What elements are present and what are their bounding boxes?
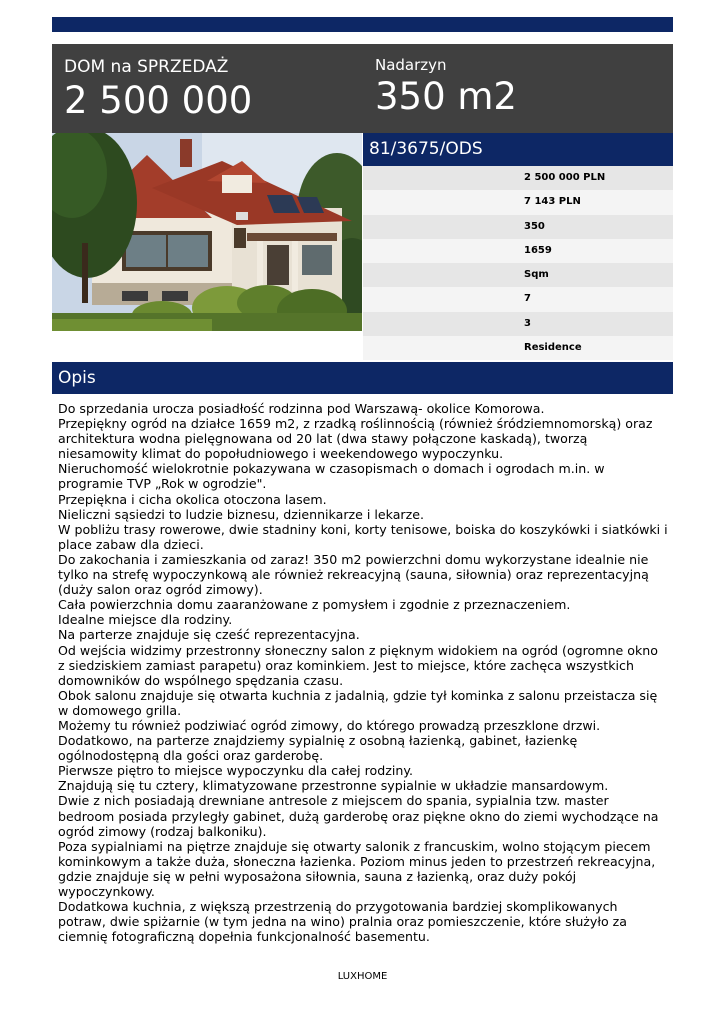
description-heading: Opis [52,362,673,394]
description-paragraph: Przepiękny ogród na działce 1659 m2, z rzadką roślinnością (również śródziemnomorską) oraz architektura wodna pielęgnowana od 20 lat (dwa stawy połączone kaskadą), tworzą niesamowity klimat do popołudniowego i weekendowego wypoczynku. [58,416,653,462]
description-paragraph: Dodatkowo, na parterze znajdziemy sypialnię z osobną łazienką, gabinet, łazienkę ogólnodostępną dla gości oraz garderobę. [58,733,578,764]
header-right [375,56,517,118]
top-accent-bar [52,17,673,32]
description-paragraph: Poza sypialniami na piętrze znajduje się otwarty salonik z francuskim, wolno stojącym piecem kominkowym a także duża, słoneczna łazienka. Poziom minus jeden to przestrzeń rekreacyjna, gdzie znajduje się w pełni wyposażona siłownia, sauna z łazienką, oraz duży pokój wypoczynkowy. [58,838,656,899]
detail-rooms: 7 [363,287,673,311]
details-table [363,166,673,360]
description-paragraph: Pierwsze piętro to miejsce wypoczynku dla całej rodziny. [58,763,413,779]
detail-living-area: 350 [363,215,673,239]
description-paragraph: Nieliczni sąsiedzi to ludzie biznesu, dziennikarze i lekarze. [58,506,424,522]
detail-unit: Sqm [363,263,673,287]
listing-city: Nadarzyn [375,56,447,74]
listing-area: 350 m2 [375,75,517,118]
description-paragraph: Znajdują się tu cztery, klimatyzowane przestronne sypialnie w układzie mansardowym. [58,778,609,794]
detail-bathrooms: 3 [363,312,673,336]
listing-price: 2 500 000 [64,79,253,122]
description-text [58,401,668,944]
description-paragraph: Możemy tu również podziwiać ogród zimowy, do którego prowadzą przeszklone drzwi. [58,717,601,733]
description-paragraph: Na parterze znajduje się cześć reprezentacyjna. [58,627,360,643]
description-paragraph: Dwie z nich posiadają drewniane antresole z miejscem do spania, sypialnia tzw. master bedroom posiada przyległy gabinet, dużą garderobę oraz piękne okno do ziemi wychodzące na ogród zimowy (rodzaj balkoniku). [58,793,659,839]
detail-price-per-sqm: 7 143 PLN [363,190,673,214]
description-paragraph: W pobliżu trasy rowerowe, dwie stadniny koni, korty tenisowe, boiska do koszykówki i siatkówki i place zabaw dla dzieci. [58,521,668,552]
description-paragraph: Do zakochania i zamieszkania od zaraz! 350 m2 powierzchni domu wykorzystane idealnie nie tylko na strefę wypoczynkową ale również rekreacyjną (sauna, siłownia) oraz reprezentacyjną (duży salon oraz ogród zimowy). [58,551,649,598]
description-paragraph: Nieruchomość wielokrotnie pokazywana w czasopismach o domach i ogrodach m.in. w programie TVP „Rok w ogrodzie". [58,461,605,492]
detail-price: 2 500 000 PLN [363,166,673,190]
description-paragraph: Idealne miejsce dla rodziny. [58,612,233,628]
detail-plot-area: 1659 [363,239,673,263]
description-paragraph: Cała powierzchnia domu zaaranżowane z pomysłem i zgodnie z przeznaczeniem. [58,597,571,613]
listing-header [52,44,673,133]
description-paragraph: Od wejścia widzimy przestronny słoneczny salon z pięknym widokiem na ogród (ogromne okno z siedziskiem zamiast parapetu) oraz kominkiem. Jest to miejsce, które zachęca wszystkich domowników do wspólnego spędzania czasu. [58,642,658,688]
detail-property-type: Residence [363,336,673,360]
header-left [64,56,252,122]
description-paragraph: Przepiękna i cicha okolica otoczona lasem. [58,491,327,507]
footer-brand: LUXHOME [337,971,388,982]
description-paragraph: Obok salonu znajduje się otwarta kuchnia z jadalnią, gdzie tył kominka z salonu przeistacza się w domowego grilla. [58,687,658,718]
house-photo [52,133,362,331]
description-paragraph: Do sprzedania urocza posiadłość rodzinna pod Warszawą- okolice Komorowa. [58,401,545,416]
reference-number: 81/3675/ODS [363,133,673,166]
listing-type: DOM na SPRZEDAŻ [64,57,229,77]
description-paragraph: Dodatkowa kuchnia, z większą przestrzenią do przygotowania bardziej skomplikowanych potraw, dwie spiżarnie (w tym jedna na wino) pralnia oraz pomieszczenie, które służyło za ciemnię fotograficzną dopełnia funkcjonalność basementu. [58,899,627,945]
